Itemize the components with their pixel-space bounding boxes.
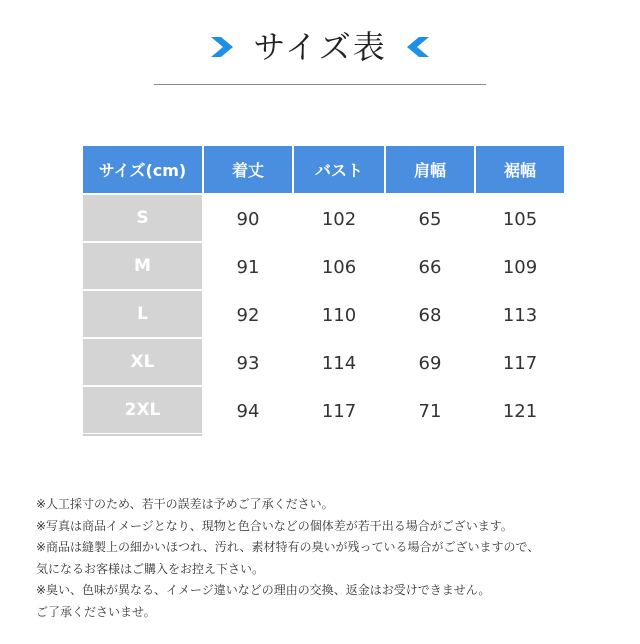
hem-value: 105	[502, 208, 538, 230]
size-label: S	[83, 195, 202, 243]
title-divider	[154, 84, 486, 85]
bust-value: 114	[321, 352, 357, 374]
note-line: ※写真は商品イメージとなり、現物と色合いなどの個体差が若干出る場合がございます。	[36, 518, 513, 533]
arrow-left-icon	[405, 37, 431, 57]
arrow-right-icon	[209, 37, 235, 57]
note-line: ※臭い、色味が異なる、イメージ違いなどの理由の交換、返金はお受けできません。	[36, 583, 491, 598]
shoulder-value: 71	[418, 400, 442, 422]
note-line: 気になるお客様はご購入をお控え下さい。	[36, 561, 265, 576]
header-hem: 裾幅	[476, 146, 564, 193]
shoulder-value: 65	[418, 208, 442, 230]
length-value: 93	[236, 352, 260, 374]
table-row	[83, 387, 564, 435]
shoulder-value: 68	[418, 304, 442, 326]
note-line: ※商品は縫製上の細かいほつれ、汚れ、素材特有の臭いが残っている場合がございますので、	[36, 540, 540, 555]
note-line: ご了承くださいませ。	[36, 604, 156, 619]
length-value: 92	[236, 304, 260, 326]
size-label: XL	[83, 339, 202, 387]
bust-value: 110	[321, 304, 357, 326]
table-row	[83, 243, 564, 291]
table-row	[83, 195, 564, 243]
table-header-row	[83, 146, 564, 193]
header-length: 着丈	[204, 146, 292, 193]
page-title: サイズ表	[253, 28, 387, 66]
table-row	[83, 339, 564, 387]
hem-value: 113	[502, 304, 538, 326]
size-label: M	[83, 243, 202, 291]
hem-value: 117	[502, 352, 538, 374]
size-label: 2XL	[83, 387, 202, 435]
hem-value: 109	[502, 256, 538, 278]
length-value: 90	[236, 208, 260, 230]
header-shoulder: 肩幅	[386, 146, 474, 193]
header-size: サイズ(cm)	[83, 146, 202, 193]
header-bust: バスト	[294, 146, 384, 193]
length-value: 94	[236, 400, 260, 422]
title-bar	[0, 22, 640, 72]
note-line: ※人工採寸のため、若干の誤差は予めご了承ください。	[36, 497, 334, 511]
shoulder-value: 66	[418, 256, 442, 278]
bust-value: 106	[321, 256, 357, 278]
notes-block	[36, 494, 626, 624]
shoulder-value: 69	[418, 352, 442, 374]
hem-value: 121	[502, 400, 538, 422]
bust-value: 102	[321, 208, 357, 230]
table-row	[83, 291, 564, 339]
size-table	[83, 146, 564, 435]
length-value: 91	[236, 256, 260, 278]
bust-value: 117	[321, 400, 357, 422]
table-bottom-rule	[83, 434, 202, 436]
size-label: L	[83, 291, 202, 339]
